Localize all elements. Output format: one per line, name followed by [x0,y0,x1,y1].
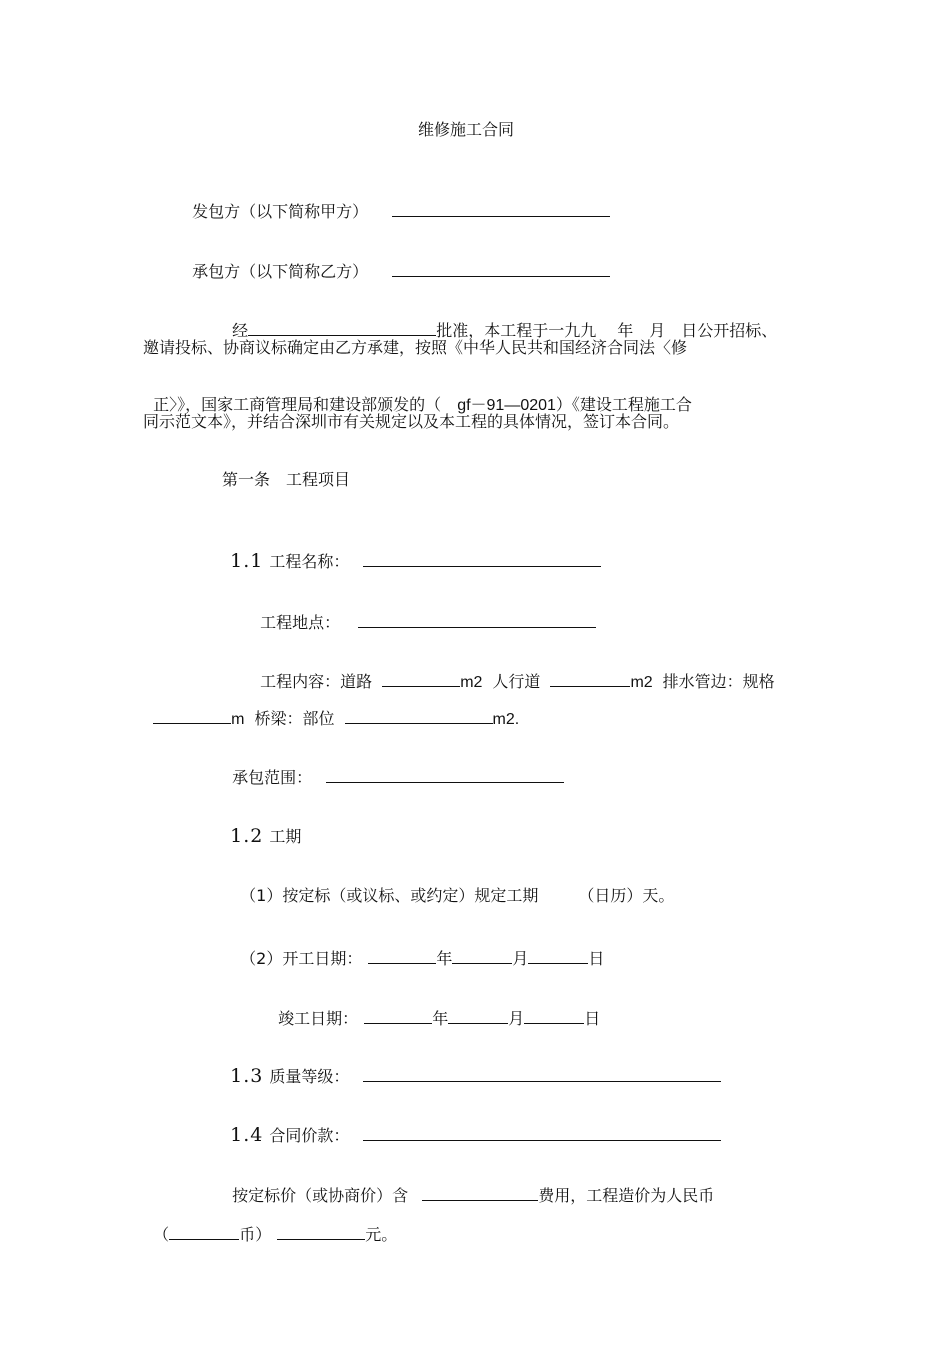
start-month-label: 月 [512,949,529,968]
drainage-unit: m [231,711,245,728]
currency-open: （ [153,1225,170,1244]
party-b-label: 承包方（以下简称乙方） [192,262,369,281]
project-location-row [250,591,596,632]
party-a-row [182,180,610,221]
sidewalk-area-blank[interactable] [550,670,630,687]
party-b-blank[interactable] [392,260,610,277]
start-year-label: 年 [436,949,453,968]
bridge-unit: m2. [492,711,520,728]
finish-day-blank[interactable] [524,1007,584,1024]
price-row [220,1104,721,1146]
yuan-label: 元。 [365,1225,398,1244]
party-a-blank[interactable] [392,200,610,217]
road-area-blank[interactable] [382,670,460,687]
document-title: 维修施工合同 [418,120,515,139]
preamble-line3a: 正〉》，国家工商管理局和建设部颁发的（ [153,395,442,414]
currency-blank[interactable] [169,1223,239,1240]
bridge-area-blank[interactable] [345,707,493,724]
drainage-label: 排水管边：规格 [662,672,775,691]
amount-blank[interactable] [277,1223,365,1240]
preamble-line1-rest: 批准，本工程于一九九 年 月 日公开招标、 [436,321,778,340]
bridge-label: 桥梁：部位 [254,709,335,728]
section-1-2-number: 1.2 [230,825,264,847]
project-location-label: 工程地点： [260,613,341,632]
sidewalk-unit: m2 [630,674,653,691]
preamble-line3b: gf－91—0201）《建设工程施工合 [457,397,692,414]
finish-year-label: 年 [432,1009,449,1028]
project-content-row-1 [250,650,775,691]
duration-item1-days: （日历）天。 [578,886,675,905]
duration-label: 工期 [269,827,302,846]
project-name-blank[interactable] [363,550,601,567]
currency-unit: 币） [239,1225,272,1244]
quality-row [220,1045,721,1087]
start-day-label: 日 [588,949,605,968]
price-label: 合同价款： [269,1126,350,1145]
project-name-label: 工程名称： [269,552,350,571]
project-content-label: 工程内容：道路 [260,672,373,691]
approval-authority-blank[interactable] [248,319,436,336]
price-blank[interactable] [363,1124,721,1141]
scope-row [222,746,564,787]
preamble-line-3 [143,375,692,414]
drainage-spec-blank[interactable] [153,707,231,724]
included-fees-blank[interactable] [422,1184,538,1201]
start-month-blank[interactable] [452,947,512,964]
preamble-lead: 经 [232,321,249,340]
project-content-row-2 [143,687,520,728]
scope-blank[interactable] [326,766,564,783]
price-detail-text-2: 费用，工程造价为人民币 [538,1186,715,1205]
section-1-3-number: 1.3 [230,1065,264,1087]
sidewalk-label: 人行道 [492,672,541,691]
party-a-label: 发包方（以下简称甲方） [192,202,369,221]
preamble-line-4: 同示范文本》，并结合深圳市有关规定以及本工程的具体情况，签订本合同。 [143,412,680,431]
preamble-line-1 [222,299,778,340]
price-detail-row-1 [222,1164,715,1205]
party-b-row [182,240,610,281]
finish-day-label: 日 [584,1009,601,1028]
quality-blank[interactable] [363,1065,721,1082]
duration-item1-text: （1）按定标（或议标、或约定）规定工期 [240,886,539,905]
finish-month-blank[interactable] [448,1007,508,1024]
project-name-row [220,530,601,572]
duration-item-1 [230,866,675,905]
finish-date-label: 竣工日期： [278,1009,359,1028]
section-1-4-number: 1.4 [230,1124,264,1146]
preamble-line-2: 邀请投标、协商议标确定由乙方承建，按照《中华人民共和国经济合同法〈修 [143,338,688,357]
project-location-blank[interactable] [358,611,596,628]
road-unit: m2 [460,674,483,691]
price-detail-text-1: 按定标价（或协商价）含 [232,1186,409,1205]
finish-month-label: 月 [508,1009,525,1028]
start-date-label: （2）开工日期： [240,949,363,968]
start-year-blank[interactable] [368,947,436,964]
start-date-row [230,927,605,968]
duration-heading [220,806,302,847]
scope-label: 承包范围： [232,768,313,787]
section-1-1-number: 1.1 [230,550,264,572]
start-day-blank[interactable] [528,947,588,964]
quality-label: 质量等级： [269,1067,350,1086]
price-detail-row-2 [143,1203,398,1244]
article-1-heading: 第一条 工程项目 [222,470,351,489]
finish-date-row [268,987,601,1028]
finish-year-blank[interactable] [364,1007,432,1024]
